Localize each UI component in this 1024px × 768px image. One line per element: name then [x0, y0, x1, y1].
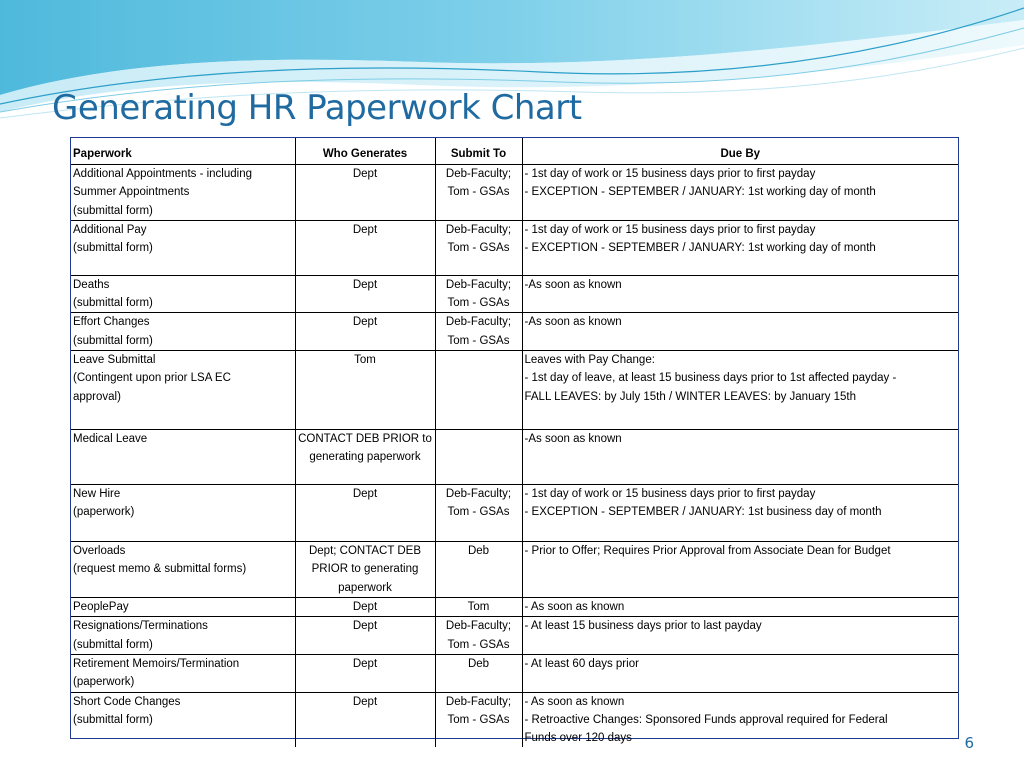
cell-paperwork	[71, 165, 295, 221]
cell-who-generates-line: Dept	[352, 278, 378, 291]
cell-submit-to-line: Tom - GSAs	[447, 242, 510, 255]
cell-paperwork-line: Retirement Memoirs/Termination	[73, 657, 240, 670]
cell-paperwork	[71, 220, 295, 275]
cell-paperwork	[71, 275, 295, 313]
cell-submit-to	[435, 692, 522, 747]
cell-who-generates-line: Dept	[352, 223, 378, 236]
cell-who-generates	[295, 313, 435, 351]
cell-paperwork-line: (request memo & submittal forms)	[73, 563, 247, 576]
header-paperwork: Paperwork	[71, 138, 295, 165]
cell-paperwork	[71, 542, 295, 598]
cell-submit-to-line: Deb-Faculty;	[445, 278, 512, 291]
cell-due-by	[522, 617, 958, 655]
cell-paperwork-line: (paperwork)	[73, 676, 135, 689]
cell-paperwork-line: (submittal form)	[73, 638, 153, 651]
cell-paperwork-line: Overloads	[73, 545, 126, 558]
page-title: Generating HR Paperwork Chart	[52, 88, 582, 128]
cell-who-generates-line: paperwork	[338, 581, 392, 594]
paperwork-table	[71, 138, 958, 747]
cell-who-generates	[295, 430, 435, 485]
cell-paperwork-line: PeoplePay	[73, 601, 129, 614]
cell-submit-to	[435, 617, 522, 655]
table-row	[71, 351, 958, 430]
table-row	[71, 165, 958, 221]
cell-paperwork-line: (Contingent upon prior LSA EC	[73, 372, 231, 385]
table-row	[71, 617, 958, 655]
table-row	[71, 485, 958, 542]
cell-submit-to	[435, 220, 522, 275]
cell-paperwork-line: (submittal form)	[73, 297, 153, 310]
cell-submit-to-line: Deb-Faculty;	[445, 168, 512, 180]
table-row	[71, 542, 958, 598]
cell-due-by-line: - As soon as known	[524, 601, 625, 614]
cell-submit-to	[435, 598, 522, 617]
cell-due-by	[522, 485, 958, 542]
cell-paperwork-line: Effort Changes	[73, 316, 150, 329]
cell-who-generates-line: Dept	[352, 168, 378, 180]
cell-submit-to-line: Deb	[467, 657, 490, 670]
cell-due-by	[522, 165, 958, 221]
cell-who-generates-line: Tom	[354, 354, 376, 367]
cell-who-generates-line: Dept	[352, 488, 378, 501]
cell-due-by-line: - At least 60 days prior	[524, 657, 639, 670]
cell-due-by	[522, 692, 958, 747]
cell-who-generates-line: Dept	[352, 695, 378, 708]
cell-submit-to-line: Deb-Faculty;	[445, 620, 512, 633]
cell-due-by-line: - 1st day of work or 15 business days prior to first payday	[524, 488, 816, 501]
cell-who-generates	[295, 165, 435, 221]
cell-paperwork-line: Deaths	[73, 278, 110, 291]
cell-paperwork-line: New Hire	[73, 488, 121, 501]
cell-paperwork-line: Summer Appointments	[73, 186, 190, 199]
cell-due-by-line: - Prior to Offer; Requires Prior Approval from Associate Dean for Budget	[524, 545, 891, 558]
cell-submit-to	[435, 165, 522, 221]
cell-who-generates-line: Dept	[352, 601, 378, 614]
cell-due-by-line: -As soon as known	[524, 433, 622, 446]
cell-who-generates-line: PRIOR to generating	[311, 563, 419, 576]
cell-paperwork-line: approval)	[73, 390, 121, 403]
cell-paperwork-line: Additional Pay	[73, 223, 147, 236]
cell-paperwork-line: Resignations/Terminations	[73, 620, 208, 633]
cell-submit-to	[435, 485, 522, 542]
cell-due-by	[522, 542, 958, 598]
cell-due-by-line: FALL LEAVES: by July 15th / WINTER LEAVES: by January 15th	[524, 390, 857, 403]
cell-submit-to	[435, 275, 522, 313]
paperwork-table-container	[70, 137, 959, 745]
cell-paperwork	[71, 617, 295, 655]
cell-paperwork	[71, 692, 295, 747]
cell-who-generates	[295, 598, 435, 617]
table-row	[71, 275, 958, 313]
cell-paperwork	[71, 485, 295, 542]
header-who-generates: Who Generates	[295, 138, 435, 165]
cell-due-by-line: - At least 15 business days prior to last payday	[524, 620, 762, 633]
cell-paperwork-line: Leave Submittal	[73, 354, 156, 367]
cell-submit-to-line: Tom - GSAs	[447, 186, 510, 199]
cell-due-by	[522, 275, 958, 313]
cell-submit-to	[435, 542, 522, 598]
cell-paperwork	[71, 430, 295, 485]
table-row	[71, 430, 958, 485]
cell-who-generates	[295, 692, 435, 747]
cell-submit-to	[435, 430, 522, 485]
cell-who-generates	[295, 351, 435, 430]
cell-paperwork-line: (submittal form)	[73, 713, 153, 726]
cell-who-generates-line: Dept; CONTACT DEB	[308, 545, 422, 558]
cell-who-generates-line: Dept	[352, 316, 378, 329]
cell-due-by-line: -As soon as known	[524, 278, 622, 291]
cell-due-by-line: -As soon as known	[524, 316, 622, 329]
cell-who-generates	[295, 275, 435, 313]
cell-who-generates	[295, 654, 435, 692]
table-row	[71, 598, 958, 617]
cell-submit-to-line: Deb-Faculty;	[445, 223, 512, 236]
cell-who-generates-line: Dept	[352, 657, 378, 670]
cell-paperwork	[71, 654, 295, 692]
cell-submit-to	[435, 313, 522, 351]
page-number: 6	[964, 734, 974, 752]
cell-paperwork	[71, 598, 295, 617]
cell-submit-to-line: Tom	[467, 601, 490, 614]
cell-due-by-line: Leaves with Pay Change:	[524, 354, 655, 367]
cell-who-generates-line: generating paperwork	[309, 451, 421, 464]
cell-due-by-line: - 1st day of work or 15 business days prior to first payday	[524, 223, 816, 236]
cell-submit-to-line: Tom - GSAs	[447, 506, 510, 519]
cell-submit-to	[435, 351, 522, 430]
cell-due-by-line: - EXCEPTION - SEPTEMBER / JANUARY: 1st working day of month	[524, 186, 876, 199]
cell-paperwork-line: (paperwork)	[73, 506, 135, 519]
cell-due-by-line: - EXCEPTION - SEPTEMBER / JANUARY: 1st working day of month	[524, 242, 876, 255]
cell-paperwork-line: (submittal form)	[73, 242, 153, 255]
cell-paperwork-line: Additional Appointments - including	[73, 168, 253, 180]
cell-submit-to-line: Tom - GSAs	[447, 713, 510, 726]
cell-submit-to-line: Deb-Faculty;	[445, 488, 512, 501]
cell-submit-to-line: Deb	[467, 545, 490, 558]
cell-who-generates	[295, 542, 435, 598]
cell-due-by-line: - Retroactive Changes: Sponsored Funds approval required for Federal	[524, 713, 888, 726]
cell-due-by	[522, 220, 958, 275]
cell-paperwork	[71, 351, 295, 430]
header-submit-to: Submit To	[435, 138, 522, 165]
cell-who-generates-line: CONTACT DEB PRIOR to	[298, 433, 432, 446]
cell-due-by	[522, 598, 958, 617]
cell-due-by-line: - 1st day of leave, at least 15 business days prior to 1st affected payday -	[524, 372, 897, 385]
cell-paperwork	[71, 313, 295, 351]
header-due-by: Due By	[522, 138, 958, 165]
cell-due-by	[522, 313, 958, 351]
cell-submit-to-line: Tom - GSAs	[447, 297, 510, 310]
cell-due-by	[522, 351, 958, 430]
cell-due-by-line: - As soon as known	[524, 695, 625, 708]
cell-submit-to-line: Deb-Faculty;	[445, 316, 512, 329]
cell-paperwork-line: (submittal form)	[73, 204, 153, 217]
cell-due-by	[522, 430, 958, 485]
cell-paperwork-line: Short Code Changes	[73, 695, 181, 708]
table-header-row	[71, 138, 958, 165]
cell-due-by-line: - 1st day of work or 15 business days prior to first payday	[524, 168, 816, 180]
table-body	[71, 165, 958, 748]
cell-submit-to-line: Deb-Faculty;	[445, 695, 512, 708]
table-row	[71, 654, 958, 692]
table-row	[71, 313, 958, 351]
cell-who-generates	[295, 220, 435, 275]
cell-who-generates	[295, 617, 435, 655]
cell-who-generates	[295, 485, 435, 542]
cell-paperwork-line: Medical Leave	[73, 433, 148, 446]
table-row	[71, 692, 958, 747]
cell-paperwork-line: (submittal form)	[73, 334, 153, 347]
cell-submit-to-line: Tom - GSAs	[447, 334, 510, 347]
cell-submit-to-line: Tom - GSAs	[447, 638, 510, 651]
cell-due-by	[522, 654, 958, 692]
cell-due-by-line: Funds over 120 days	[524, 732, 632, 745]
cell-due-by-line: - EXCEPTION - SEPTEMBER / JANUARY: 1st business day of month	[524, 506, 882, 519]
cell-submit-to	[435, 654, 522, 692]
cell-who-generates-line: Dept	[352, 620, 378, 633]
table-row	[71, 220, 958, 275]
